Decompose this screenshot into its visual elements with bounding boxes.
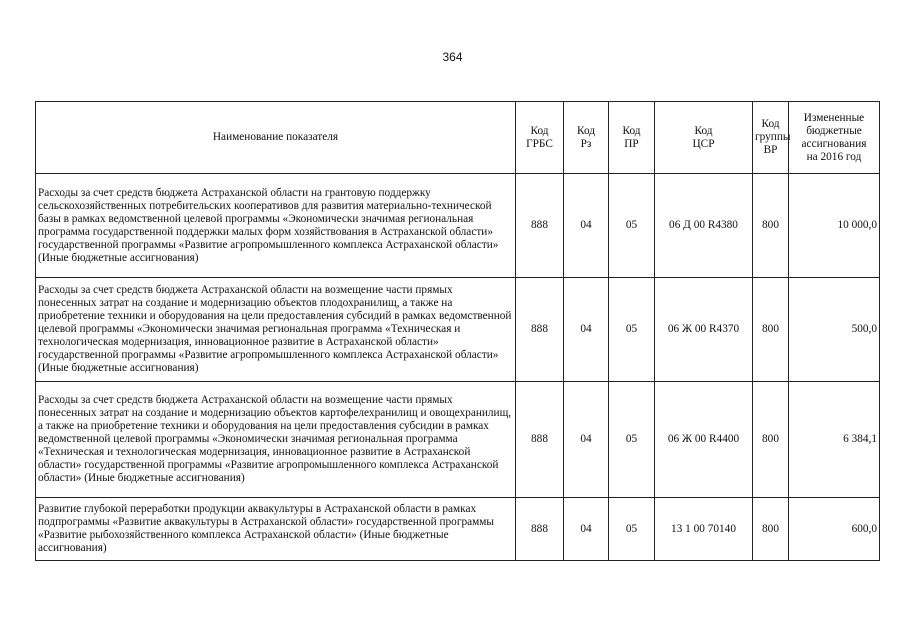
page-number: 364 — [442, 50, 463, 64]
row-rz: 04 — [564, 278, 609, 382]
row-rz: 04 — [564, 174, 609, 278]
table-row — [36, 382, 880, 498]
row-amount: 600,0 — [789, 498, 880, 561]
row-pr: 05 — [609, 498, 655, 561]
row-amount: 500,0 — [789, 278, 880, 382]
row-pr: 05 — [609, 382, 655, 498]
header-csr: Код ЦСР — [655, 102, 753, 174]
header-amount: Измененные бюджетные ассигнования на 2016 год — [789, 102, 880, 174]
table-row — [36, 498, 880, 561]
header-pr: Код ПР — [609, 102, 655, 174]
row-csr: 06 Ж 00 R4370 — [655, 278, 753, 382]
row-amount: 10 000,0 — [789, 174, 880, 278]
row-vr: 800 — [753, 498, 789, 561]
header-grbs: Код ГРБС — [516, 102, 564, 174]
row-vr: 800 — [753, 382, 789, 498]
table-row — [36, 174, 880, 278]
row-grbs: 888 — [516, 278, 564, 382]
row-csr: 06 Д 00 R4380 — [655, 174, 753, 278]
table-header-row — [36, 102, 880, 174]
row-pr: 05 — [609, 278, 655, 382]
row-amount: 6 384,1 — [789, 382, 880, 498]
row-vr: 800 — [753, 174, 789, 278]
row-pr: 05 — [609, 174, 655, 278]
row-grbs: 888 — [516, 174, 564, 278]
header-vr: Код группы ВР — [753, 102, 789, 174]
row-rz: 04 — [564, 498, 609, 561]
row-name: Расходы за счет средств бюджета Астраханской области на возмещение части прямых понесенных затрат на создание и модернизацию объектов плодохранилищ, а также на приобретение техники и оборудования на цели предоставления субсидий в рамках ведомственной целевой программы «Экономически значимая региональная программа «Техническая и технологическая модернизация, инновационное развитие в Астраханской области» государственной программы «Развитие агропромышленного комплекса Астраханской области» (Иные бюджетные ассигнования) — [36, 278, 516, 382]
row-name: Расходы за счет средств бюджета Астраханской области на возмещение части прямых понесенных затрат на создание и модернизацию объектов картофелехранилищ и овощехранилищ, а также на приобретение техники и оборудования на цели предоставления субсидии в рамках ведомственной целевой программы «Экономически значимая региональная программа «Техническая и технологическая модернизация, инновационное развитие в Астраханской области» государственной программы «Развитие агропромышленного комплекса Астраханской области» (Иные бюджетные ассигнования) — [36, 382, 516, 498]
row-name: Расходы за счет средств бюджета Астраханской области на грантовую поддержку сельскохозяйственных потребительских кооперативов для развития материально-технической базы в рамках ведомственной целевой программы «Экономически значимая региональная программа государственной поддержки малых форм хозяйствования в Астраханской области» государственной программы «Развитие агропромышленного комплекса Астраханской области» (Иные бюджетные ассигнования) — [36, 174, 516, 278]
row-rz: 04 — [564, 382, 609, 498]
header-name: Наименование показателя — [36, 102, 516, 174]
row-grbs: 888 — [516, 382, 564, 498]
header-rz: Код Рз — [564, 102, 609, 174]
table-row — [36, 278, 880, 382]
row-name: Развитие глубокой переработки продукции аквакультуры в Астраханской области в рамках подпрограммы «Развитие аквакультуры в Астраханской области» государственной программы «Развитие рыбохозяйственного комплекса Астраханской области» (Иные бюджетные ассигнования) — [36, 498, 516, 561]
budget-table — [35, 101, 880, 561]
row-grbs: 888 — [516, 498, 564, 561]
row-vr: 800 — [753, 278, 789, 382]
row-csr: 06 Ж 00 R4400 — [655, 382, 753, 498]
row-csr: 13 1 00 70140 — [655, 498, 753, 561]
